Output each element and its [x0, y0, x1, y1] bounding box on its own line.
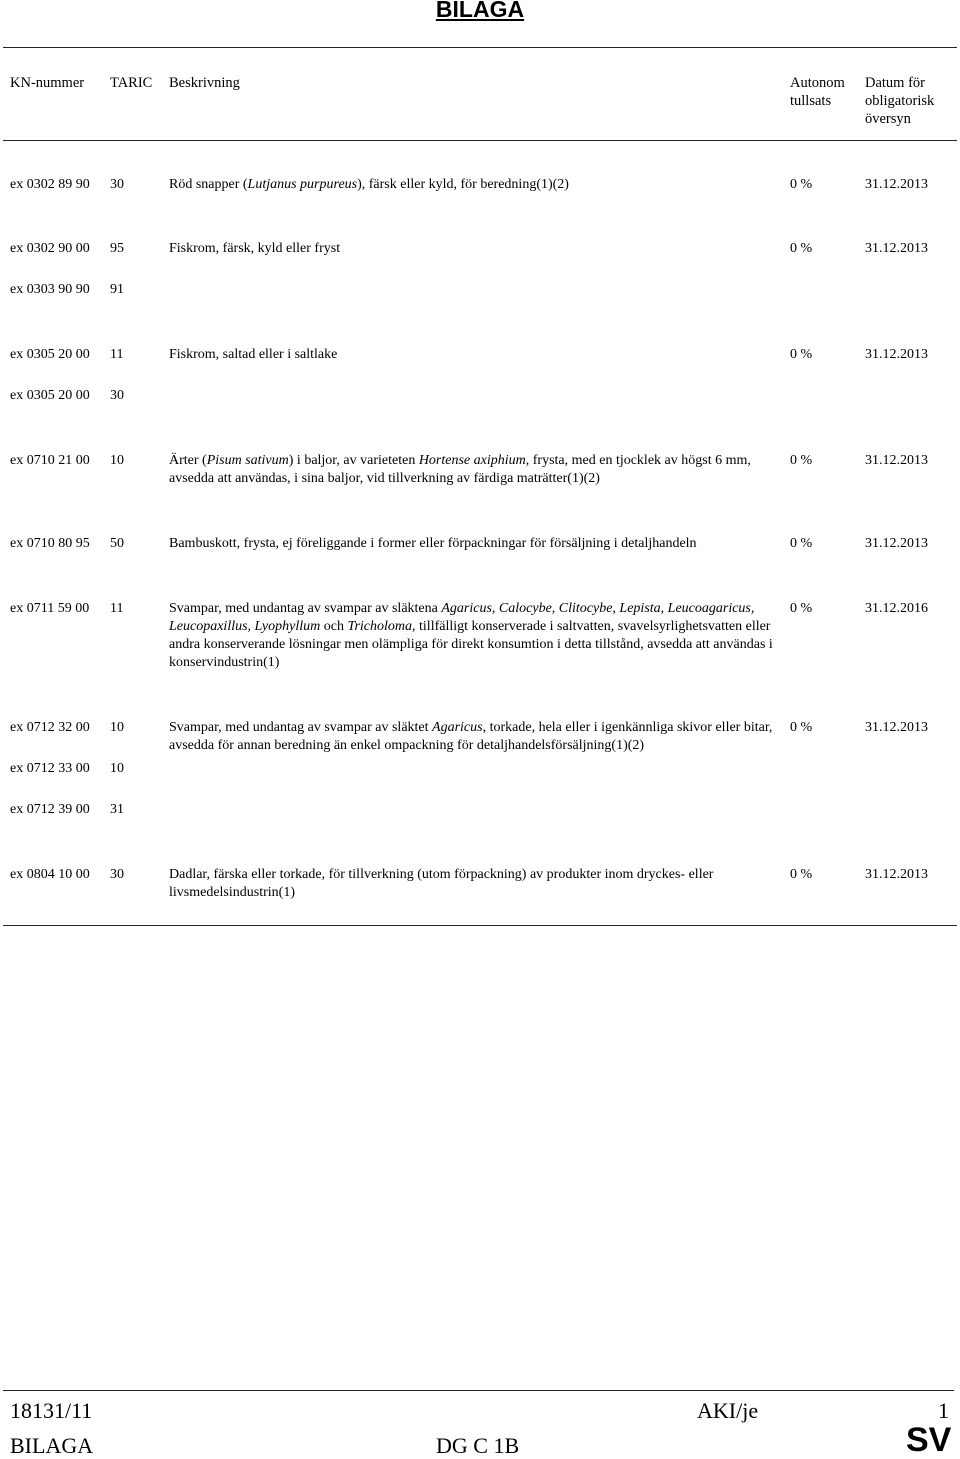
- annex-label: BILAGA: [10, 1433, 94, 1458]
- kn-code: ex 0302 90 00: [10, 241, 90, 256]
- duty-rate: 0 %: [790, 177, 813, 192]
- description: Svampar, med undantag av svampar av släktena Agaricus, Calocybe, Clitocybe, Lepista, Leucoagaricus, Leucopaxillus, Lyophyllum och Tricholoma, tillfälligt konserverade i saltvatten, svavelsyrlighetsvatten eller andra konserverande lösningar men olämpliga för direkt konsumtion i detta tillstånd, avsedda att användas i konservindustrin(1): [169, 601, 773, 670]
- taric-code: 11: [110, 601, 124, 616]
- taric-code: 91: [110, 282, 124, 297]
- table-bottom-rule: [3, 925, 957, 926]
- page-number: 1: [938, 1398, 949, 1423]
- taric-code: 11: [110, 347, 124, 362]
- taric-code: 30: [110, 177, 124, 192]
- kn-code: ex 0712 33 00: [10, 761, 90, 776]
- header-rate-line1: Autonom: [790, 75, 845, 91]
- taric-code: 10: [110, 453, 124, 468]
- review-date: 31.12.2013: [865, 347, 928, 362]
- taric-code: 30: [110, 867, 124, 882]
- header-date-line3: översyn: [865, 111, 911, 127]
- directorate: DG C 1B: [436, 1433, 520, 1458]
- kn-code: ex 0305 20 00: [10, 347, 90, 362]
- header-taric: TARIC: [110, 75, 153, 91]
- review-date: 31.12.2013: [865, 720, 928, 735]
- description: Svampar, med undantag av svampar av släktet Agaricus, torkade, hela eller i igenkännliga skivor eller bitar, avsedda för annan beredning än enkel ompackning för detaljhandelsförsäljning(1)(2): [169, 720, 773, 753]
- taric-code: 10: [110, 761, 124, 776]
- description: Bambuskott, frysta, ej föreliggande i former eller förpackningar för försäljning i detaljhandeln: [169, 536, 697, 551]
- header-date-line2: obligatorisk: [865, 93, 935, 109]
- taric-code: 50: [110, 536, 124, 551]
- kn-code: ex 0712 39 00: [10, 802, 90, 817]
- kn-code: ex 0303 90 90: [10, 282, 90, 297]
- duty-rate: 0 %: [790, 241, 813, 256]
- taric-code: 30: [110, 388, 124, 403]
- header-rate-line2: tullsats: [790, 93, 832, 109]
- doc-number: 18131/11: [10, 1398, 93, 1423]
- description: Röd snapper (Lutjanus purpureus), färsk eller kyld, för beredning(1)(2): [169, 177, 569, 192]
- header-kn: KN-nummer: [10, 75, 85, 91]
- duty-rate: 0 %: [790, 453, 813, 468]
- review-date: 31.12.2013: [865, 241, 928, 256]
- taric-code: 95: [110, 241, 124, 256]
- duty-rate: 0 %: [790, 601, 813, 616]
- taric-code: 31: [110, 802, 124, 817]
- taric-code: 10: [110, 720, 124, 735]
- review-date: 31.12.2013: [865, 867, 928, 882]
- kn-code: ex 0305 20 00: [10, 388, 90, 403]
- header-top-rule: [3, 47, 957, 48]
- page-title: BILAGA: [435, 0, 525, 22]
- kn-code: ex 0804 10 00: [10, 867, 90, 882]
- kn-code: ex 0711 59 00: [10, 601, 90, 616]
- review-date: 31.12.2013: [865, 536, 928, 551]
- review-date: 31.12.2013: [865, 177, 928, 192]
- description: Fiskrom, färsk, kyld eller fryst: [169, 241, 341, 256]
- footer-rule: [3, 1390, 954, 1391]
- duty-rate: 0 %: [790, 347, 813, 362]
- kn-code: ex 0710 21 00: [10, 453, 90, 468]
- duty-rate: 0 %: [790, 536, 813, 551]
- review-date: 31.12.2016: [865, 601, 928, 616]
- kn-code: ex 0302 89 90: [10, 177, 90, 192]
- kn-code: ex 0710 80 95: [10, 536, 90, 551]
- header-bottom-rule: [3, 140, 957, 141]
- kn-code: ex 0712 32 00: [10, 720, 90, 735]
- description: Fiskrom, saltad eller i saltlake: [169, 347, 338, 362]
- header-description: Beskrivning: [169, 75, 240, 91]
- duty-rate: 0 %: [790, 720, 813, 735]
- review-date: 31.12.2013: [865, 453, 928, 468]
- description: Dadlar, färska eller torkade, för tillverkning (utom förpackning) av produkter inom dryckes- eller livsmedelsindustrin(1): [169, 867, 714, 900]
- author-initials: AKI/je: [697, 1398, 759, 1423]
- language-code: SV: [906, 1421, 952, 1459]
- header-date-line1: Datum för: [865, 75, 925, 91]
- duty-rate: 0 %: [790, 867, 813, 882]
- description: Ärter (Pisum sativum) i baljor, av varieteten Hortense axiphium, frysta, med en tjocklek av högst 6 mm, avsedda att användas, i sina baljor, vid tillverkning av färdiga maträtter(1)(2): [169, 453, 751, 486]
